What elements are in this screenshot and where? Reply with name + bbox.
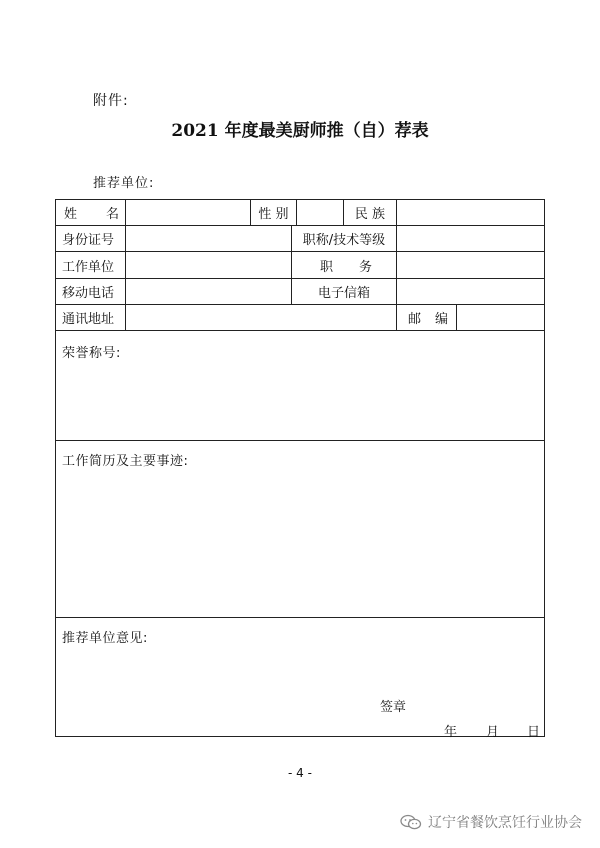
date-month-label: 月	[486, 725, 500, 740]
column-divider	[396, 304, 397, 330]
position-label	[320, 252, 372, 278]
recommendation-form	[55, 199, 545, 740]
address-label: 通讯地址	[62, 312, 115, 327]
honors-label: 荣誉称号:	[62, 346, 121, 361]
postcode-field[interactable]	[457, 305, 545, 330]
work-unit-field[interactable]	[126, 252, 291, 278]
document-title: 2021 年度最美厨师推（自）荐表	[171, 121, 429, 141]
honors-area[interactable]	[56, 331, 544, 440]
career-area[interactable]	[56, 441, 544, 617]
position-field[interactable]	[397, 252, 545, 278]
mobile-label: 移动电话	[62, 286, 115, 301]
position-label-char: 务	[358, 259, 372, 275]
postcode-label	[408, 305, 448, 330]
email-field[interactable]	[397, 279, 545, 304]
postcode-label-char: 编	[434, 312, 448, 327]
wechat-icon	[400, 813, 422, 831]
attachment-label: 附件:	[93, 93, 129, 109]
opinion-area[interactable]	[56, 618, 544, 736]
id-number-label: 身份证号	[62, 233, 115, 248]
id-number-field[interactable]	[126, 226, 291, 251]
watermark-text: 辽宁省餐饮烹饪行业协会	[428, 815, 582, 831]
career-label: 工作简历及主要事迹:	[62, 454, 189, 469]
ethnicity-field[interactable]	[397, 200, 545, 225]
title-grade-field[interactable]	[397, 226, 545, 251]
name-label	[64, 200, 119, 225]
address-field[interactable]	[126, 305, 396, 330]
name-label-char: 名	[105, 207, 119, 222]
work-unit-label: 工作单位	[62, 259, 115, 275]
page-number: - 4 -	[288, 766, 312, 780]
recommend-unit-label: 推荐单位:	[93, 176, 155, 191]
position-label-char: 职	[320, 259, 334, 275]
name-label-char: 姓	[64, 207, 78, 222]
date-day-label: 日	[527, 725, 541, 740]
postcode-label-char: 邮	[408, 312, 422, 327]
gender-label: 性 别	[258, 207, 289, 222]
mobile-field[interactable]	[126, 279, 291, 304]
title-grade-label: 职称/技术等级	[302, 233, 386, 248]
email-label: 电子信箱	[317, 286, 370, 301]
seal-label: 签章	[380, 700, 407, 715]
ethnicity-label: 民 族	[354, 207, 386, 222]
opinion-label: 推荐单位意见:	[62, 631, 148, 646]
gender-field[interactable]	[297, 200, 343, 225]
watermark	[400, 812, 582, 832]
date-year-label: 年	[444, 725, 458, 740]
name-field[interactable]	[126, 200, 250, 225]
